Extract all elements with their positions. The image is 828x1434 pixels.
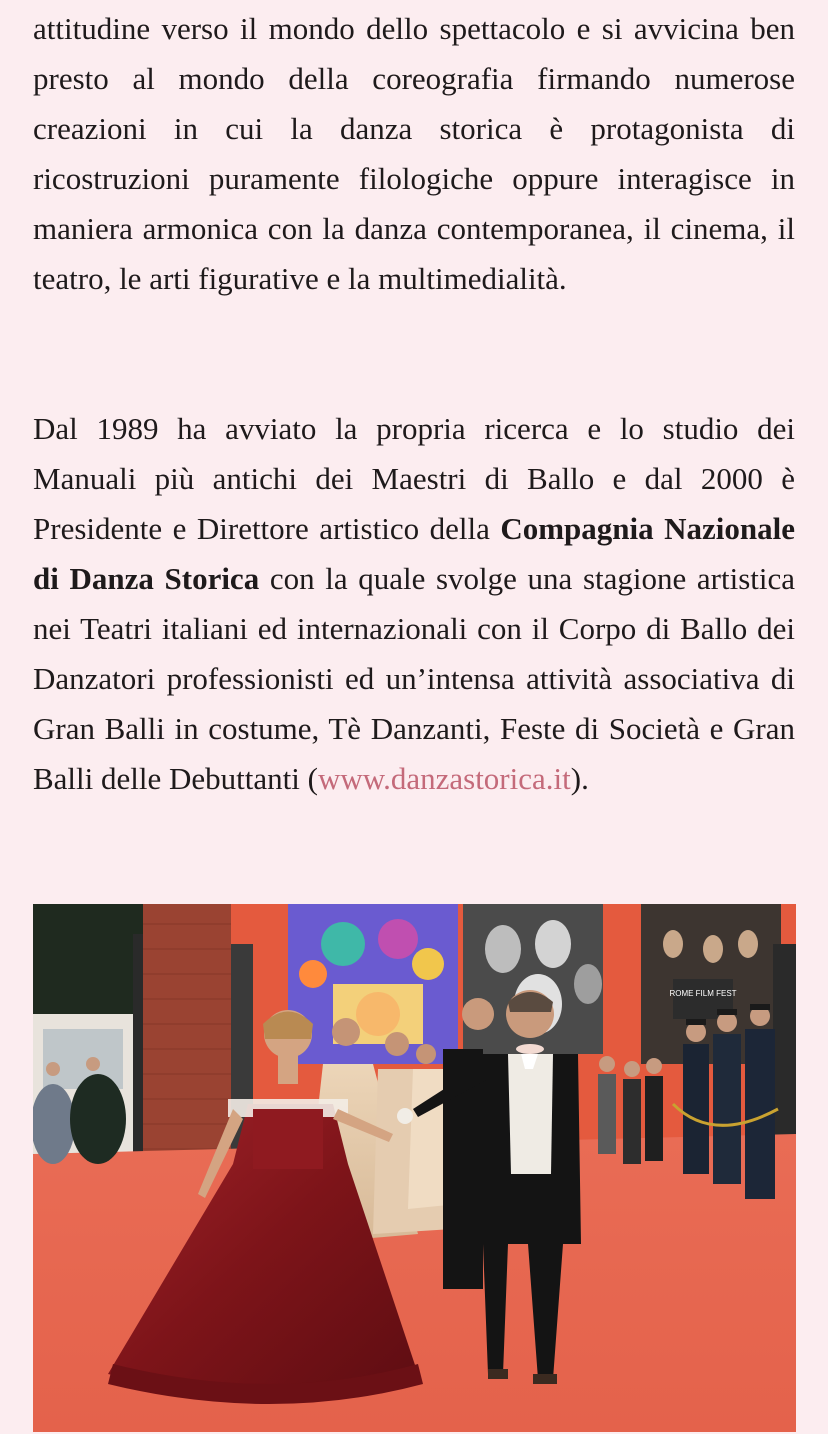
paragraph-2-text-after: ).: [570, 761, 589, 796]
paragraph-2-text-middle: con la quale svolge una stagione artistica nei Teatri italiani ed internazionali con il Corpo di Ballo dei Danzatori professionisti ed un’intensa attività associativa di Gran Balli in costume, Tè Danzanti, Feste di Società e Gran Balli delle Debuttanti (: [33, 561, 795, 796]
article-paragraph-2: [33, 404, 795, 804]
paragraph-2-text-before: Dal 1989 ha avviato la propria ricerca e lo studio dei Manuali più antichi dei Maestri di Ballo e dal 2000 è Presidente e Direttore artistico della: [33, 411, 795, 546]
danzastorica-link[interactable]: www.danzastorica.it: [317, 761, 571, 796]
company-name-bold: Compagnia Nazionale di Danza Storica: [33, 511, 795, 596]
article-paragraph-1: attitudine verso il mondo dello spettacolo e si avvicina ben presto al mondo della coreografia firmando numerose creazioni in cui la danza storica è protagonista di ricostruzioni puramente filologiche oppure interagisce in maniera armonica con la danza contemporanea, il cinema, il teatro, le arti figurative e la multimedialità.: [33, 11, 795, 296]
red-carpet-photo: [33, 904, 796, 1432]
signage-text: ROME FILM FEST: [669, 989, 737, 998]
